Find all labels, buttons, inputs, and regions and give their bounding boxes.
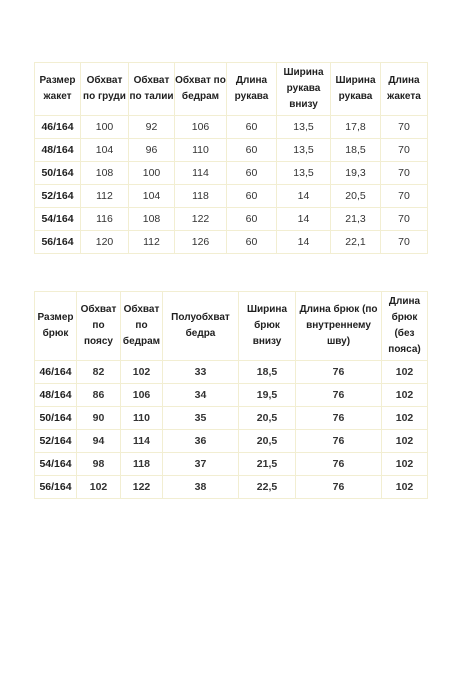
trousers-value-cell: 102 — [382, 361, 428, 384]
trousers-value-cell: 102 — [382, 407, 428, 430]
jacket-value-cell: 110 — [175, 139, 227, 162]
trousers-table-row — [35, 476, 428, 499]
jacket-value-cell: 122 — [175, 208, 227, 231]
trousers-table-row — [35, 430, 428, 453]
jacket-value-cell: 92 — [129, 116, 175, 139]
trousers-value-cell: 94 — [77, 430, 121, 453]
trousers-value-cell: 122 — [121, 476, 163, 499]
trousers-table-row — [35, 453, 428, 476]
trousers-header-cell: Ширина брюк внизу — [239, 292, 296, 361]
trousers-header-row — [35, 292, 428, 361]
trousers-value-cell: 102 — [121, 361, 163, 384]
jacket-value-cell: 100 — [129, 162, 175, 185]
trousers-table-row — [35, 361, 428, 384]
trousers-table-row — [35, 384, 428, 407]
jacket-table-row — [35, 208, 428, 231]
jacket-header-cell: Обхват по бедрам — [175, 63, 227, 116]
jacket-header-cell: Длина рукава — [227, 63, 277, 116]
jacket-size-cell: 52/164 — [35, 185, 81, 208]
jacket-value-cell: 106 — [175, 116, 227, 139]
trousers-value-cell: 34 — [163, 384, 239, 407]
trousers-table-body — [35, 361, 428, 499]
jacket-value-cell: 60 — [227, 139, 277, 162]
jacket-value-cell: 108 — [129, 208, 175, 231]
jacket-size-cell: 46/164 — [35, 116, 81, 139]
jacket-value-cell: 13,5 — [277, 139, 331, 162]
jacket-value-cell: 70 — [381, 208, 428, 231]
jacket-value-cell: 60 — [227, 208, 277, 231]
jacket-value-cell: 13,5 — [277, 116, 331, 139]
jacket-value-cell: 70 — [381, 116, 428, 139]
jacket-table-row — [35, 231, 428, 254]
jacket-value-cell: 22,1 — [331, 231, 381, 254]
jacket-value-cell: 126 — [175, 231, 227, 254]
jacket-size-cell: 54/164 — [35, 208, 81, 231]
jacket-header-cell: Размер жакет — [35, 63, 81, 116]
jacket-value-cell: 118 — [175, 185, 227, 208]
jacket-value-cell: 14 — [277, 208, 331, 231]
jacket-value-cell: 112 — [129, 231, 175, 254]
trousers-size-cell: 48/164 — [35, 384, 77, 407]
jacket-header-cell: Ширина рукава — [331, 63, 381, 116]
trousers-value-cell: 19,5 — [239, 384, 296, 407]
trousers-value-cell: 76 — [296, 384, 382, 407]
trousers-value-cell: 37 — [163, 453, 239, 476]
jacket-value-cell: 108 — [81, 162, 129, 185]
trousers-header-cell: Длина брюк (по внутреннему шву) — [296, 292, 382, 361]
jacket-size-cell: 56/164 — [35, 231, 81, 254]
jacket-value-cell: 100 — [81, 116, 129, 139]
trousers-value-cell: 20,5 — [239, 430, 296, 453]
trousers-value-cell: 21,5 — [239, 453, 296, 476]
trousers-size-table — [34, 291, 428, 499]
trousers-value-cell: 38 — [163, 476, 239, 499]
jacket-header-cell: Длина жакета — [381, 63, 428, 116]
trousers-value-cell: 20,5 — [239, 407, 296, 430]
trousers-value-cell: 18,5 — [239, 361, 296, 384]
jacket-value-cell: 14 — [277, 185, 331, 208]
jacket-header-row — [35, 63, 428, 116]
jacket-size-cell: 50/164 — [35, 162, 81, 185]
trousers-value-cell: 106 — [121, 384, 163, 407]
jacket-value-cell: 17,8 — [331, 116, 381, 139]
trousers-value-cell: 102 — [382, 384, 428, 407]
jacket-value-cell: 14 — [277, 231, 331, 254]
trousers-value-cell: 118 — [121, 453, 163, 476]
jacket-table-row — [35, 185, 428, 208]
jacket-value-cell: 21,3 — [331, 208, 381, 231]
jacket-table-row — [35, 116, 428, 139]
trousers-value-cell: 86 — [77, 384, 121, 407]
trousers-size-cell: 54/164 — [35, 453, 77, 476]
trousers-value-cell: 110 — [121, 407, 163, 430]
jacket-value-cell: 112 — [81, 185, 129, 208]
jacket-table-body — [35, 116, 428, 254]
trousers-header-cell: Размер брюк — [35, 292, 77, 361]
jacket-value-cell: 70 — [381, 139, 428, 162]
trousers-value-cell: 76 — [296, 453, 382, 476]
trousers-value-cell: 82 — [77, 361, 121, 384]
trousers-header-cell: Обхват по бедрам — [121, 292, 163, 361]
trousers-table-row — [35, 407, 428, 430]
trousers-value-cell: 102 — [382, 430, 428, 453]
jacket-header-cell: Обхват по талии — [129, 63, 175, 116]
trousers-value-cell: 102 — [382, 453, 428, 476]
trousers-value-cell: 35 — [163, 407, 239, 430]
jacket-value-cell: 104 — [129, 185, 175, 208]
trousers-value-cell: 98 — [77, 453, 121, 476]
jacket-table-row — [35, 162, 428, 185]
jacket-value-cell: 60 — [227, 231, 277, 254]
trousers-value-cell: 76 — [296, 361, 382, 384]
trousers-value-cell: 76 — [296, 476, 382, 499]
jacket-value-cell: 60 — [227, 116, 277, 139]
trousers-header-cell: Длина брюк (без пояса) — [382, 292, 428, 361]
jacket-value-cell: 96 — [129, 139, 175, 162]
jacket-table-row — [35, 139, 428, 162]
trousers-value-cell: 102 — [382, 476, 428, 499]
trousers-header-cell: Обхват по поясу — [77, 292, 121, 361]
trousers-value-cell: 114 — [121, 430, 163, 453]
trousers-size-cell: 52/164 — [35, 430, 77, 453]
jacket-value-cell: 116 — [81, 208, 129, 231]
trousers-size-cell: 46/164 — [35, 361, 77, 384]
jacket-value-cell: 20,5 — [331, 185, 381, 208]
jacket-size-table — [34, 62, 428, 254]
jacket-value-cell: 13,5 — [277, 162, 331, 185]
trousers-value-cell: 22,5 — [239, 476, 296, 499]
trousers-header-cell: Полуобхват бедра — [163, 292, 239, 361]
jacket-value-cell: 114 — [175, 162, 227, 185]
trousers-size-cell: 50/164 — [35, 407, 77, 430]
jacket-value-cell: 70 — [381, 185, 428, 208]
jacket-value-cell: 60 — [227, 162, 277, 185]
jacket-value-cell: 60 — [227, 185, 277, 208]
jacket-value-cell: 120 — [81, 231, 129, 254]
trousers-value-cell: 76 — [296, 430, 382, 453]
jacket-value-cell: 19,3 — [331, 162, 381, 185]
trousers-value-cell: 36 — [163, 430, 239, 453]
trousers-size-cell: 56/164 — [35, 476, 77, 499]
jacket-value-cell: 18,5 — [331, 139, 381, 162]
jacket-header-cell: Обхват по груди — [81, 63, 129, 116]
jacket-value-cell: 70 — [381, 231, 428, 254]
jacket-value-cell: 104 — [81, 139, 129, 162]
trousers-value-cell: 102 — [77, 476, 121, 499]
trousers-value-cell: 76 — [296, 407, 382, 430]
jacket-header-cell: Ширина рукава внизу — [277, 63, 331, 116]
trousers-value-cell: 33 — [163, 361, 239, 384]
jacket-size-cell: 48/164 — [35, 139, 81, 162]
jacket-value-cell: 70 — [381, 162, 428, 185]
trousers-value-cell: 90 — [77, 407, 121, 430]
